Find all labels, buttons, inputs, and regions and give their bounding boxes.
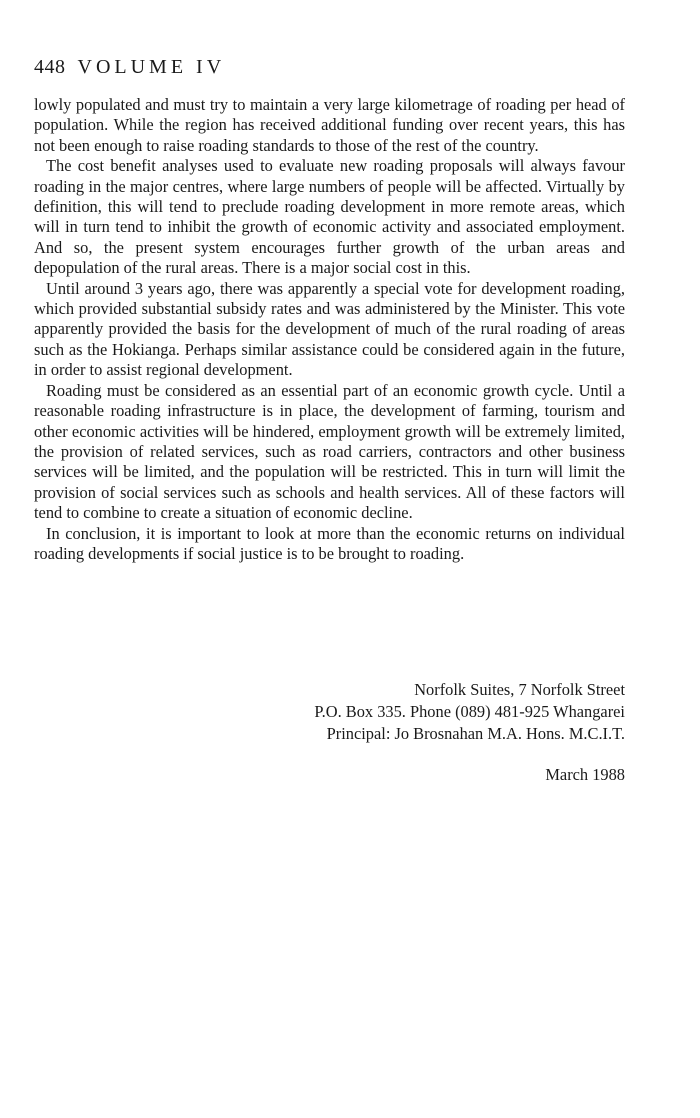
running-head bbox=[34, 56, 225, 79]
volume-label: VOLUME IV bbox=[77, 56, 226, 78]
paragraph-conclusion: In conclusion, it is important to look at more than the economic returns on individual roading developments if social justice is to be brought to roading. bbox=[34, 523, 625, 563]
address-line-principal: Principal: Jo Brosnahan M.A. Hons. M.C.I.T. bbox=[326, 724, 625, 743]
submission-date: March 1988 bbox=[545, 765, 625, 784]
address-line-street: Norfolk Suites, 7 Norfolk Street bbox=[414, 680, 625, 699]
paragraph-growth-cycle: Roading must be considered as an essential part of an economic growth cycle. Until a reasonable roading infrastructure is in place, the development of farming, tourism and other economic activities will be hindered, employment growth will be extremely limited, the provision of related services, such as road carriers, contractors and other business services will be limited, and the population will be restricted. This in turn will limit the provision of social services such as schools and health services. All of these factors will tend to combine to create a situation of economic decline. bbox=[34, 380, 625, 523]
paragraph-cost-benefit: The cost benefit analyses used to evaluate new roading proposals will always favour roading in the major centres, where large numbers of people will be affected. Virtually by definition, this will tend to preclude roading development in more remote areas, which will in turn tend to inhibit the growth of economic activity and associated employment. And so, the present system encourages further growth of the urban areas and depopulation of the rural areas. There is a major social cost in this. bbox=[34, 156, 625, 278]
paragraph-continued: lowly populated and must try to maintain a very large kilometrage of roading per head of population. While the region has received additional funding over recent years, this has not been enough to raise roading standards to those of the rest of the country. bbox=[34, 95, 625, 155]
paragraph-special-vote: Until around 3 years ago, there was apparently a special vote for development roading, which provided substantial subsidy rates and was administered by the Minister. This vote apparently provided the basis for the development of much of the rural roading of areas such as the Hokianga. Perhaps similar assistance could be considered again in the future, in order to assist regional development. bbox=[34, 278, 625, 380]
address-line-po-box: P.O. Box 335. Phone (089) 481-925 Whangarei bbox=[314, 702, 625, 721]
page-number: 448 bbox=[34, 56, 66, 78]
address-block bbox=[200, 679, 625, 745]
body-text bbox=[34, 95, 625, 564]
